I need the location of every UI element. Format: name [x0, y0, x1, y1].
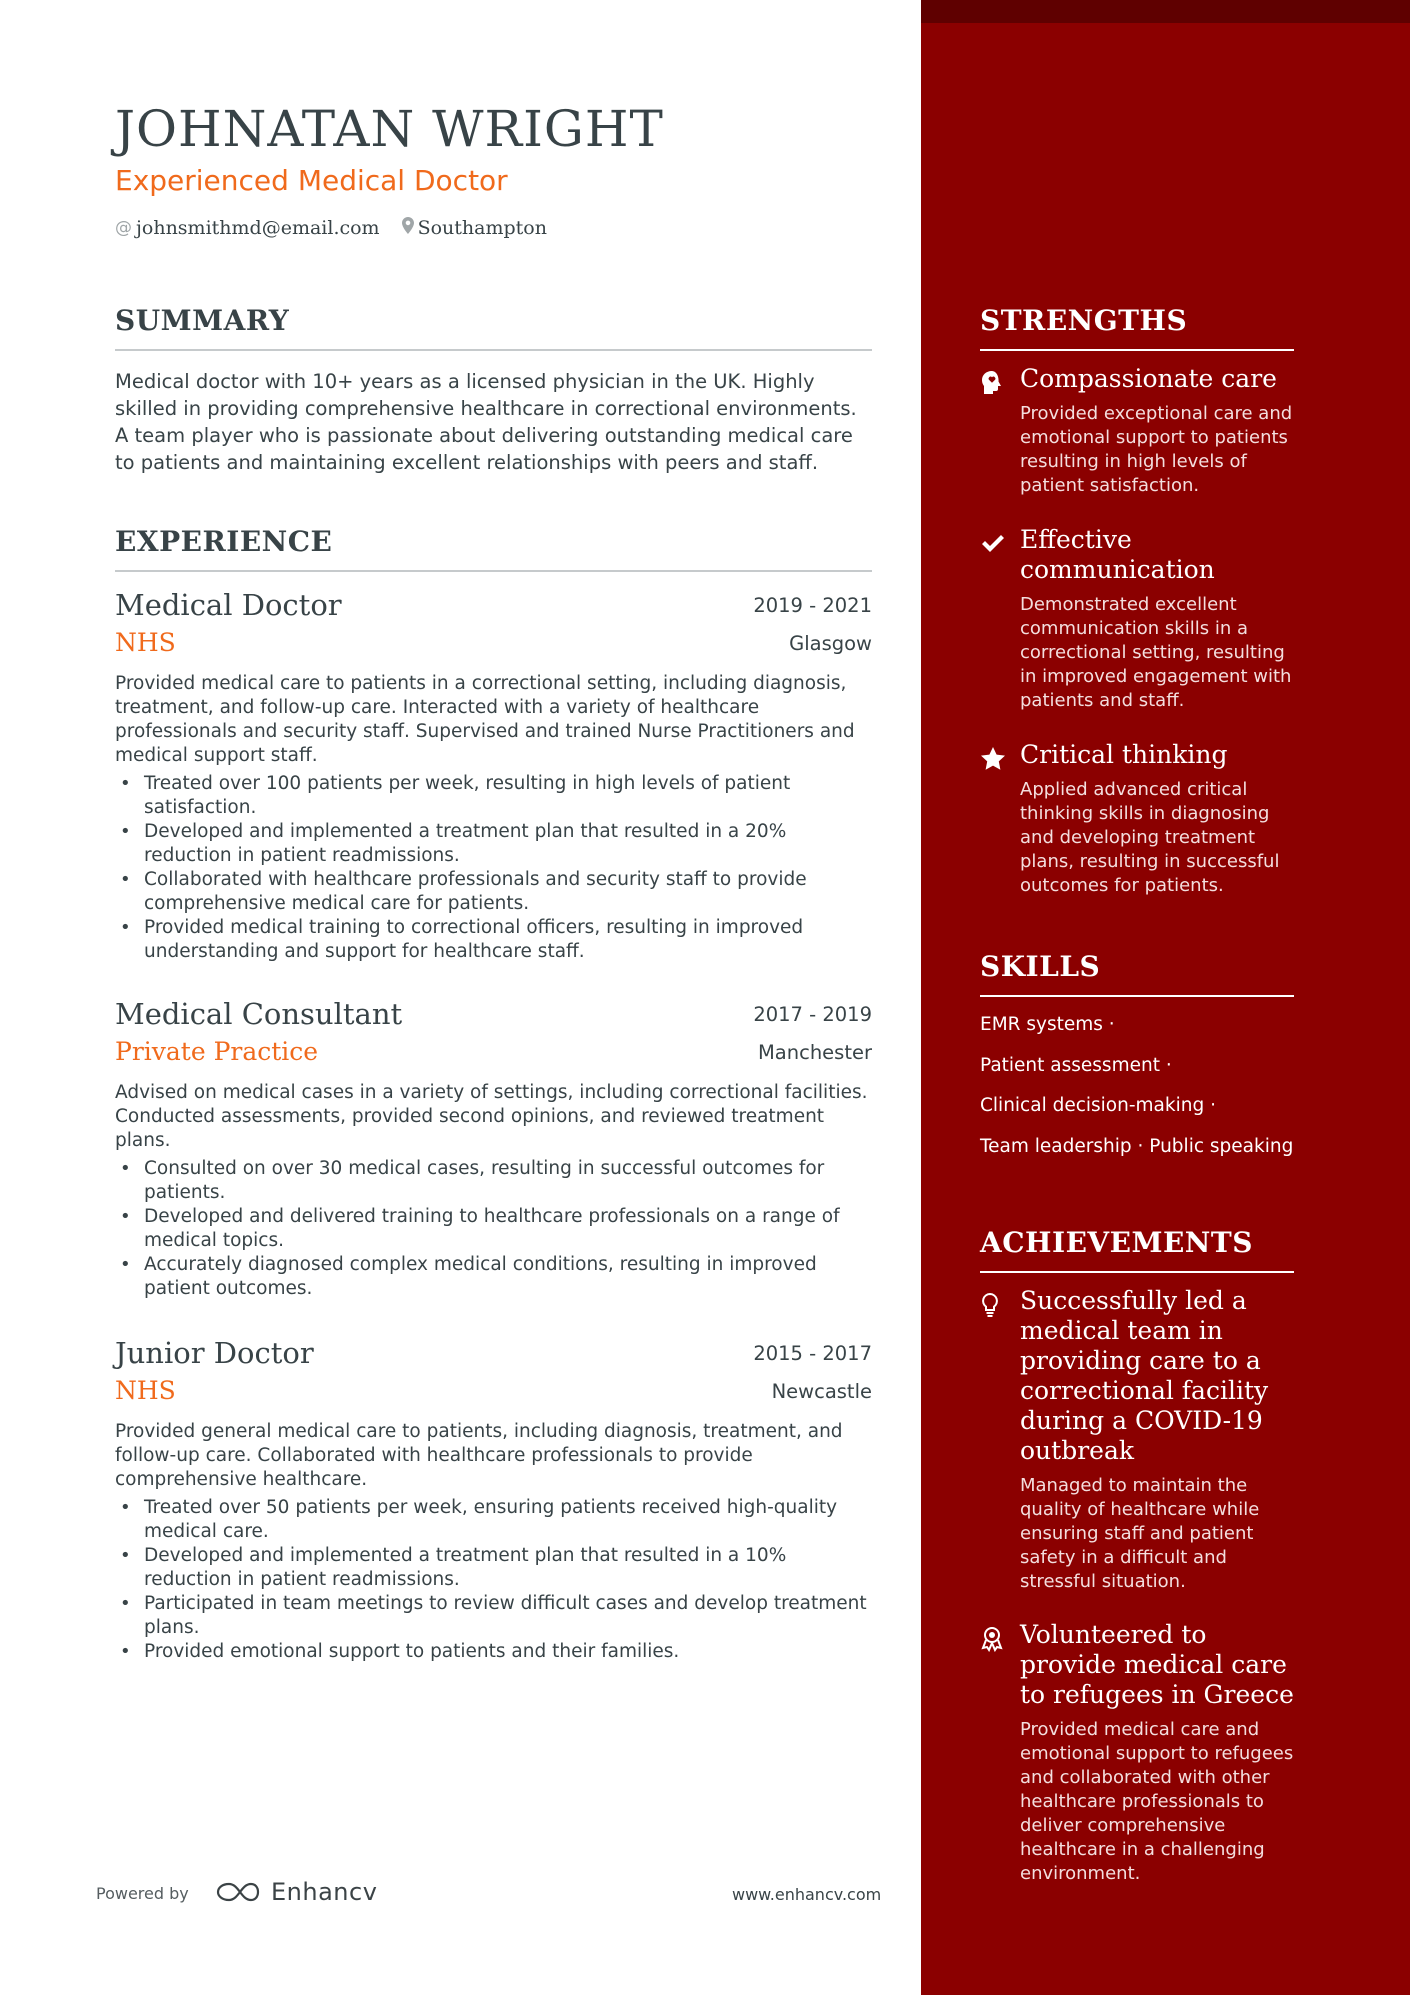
strength-text: Demonstrated excellent communication skills in a correctional setting, resulting in improved engagement with patients and staff. — [1020, 594, 1292, 711]
job-bullet: • Treated over 50 patients per week, ensuring patients received high-quality medical care. — [115, 1496, 872, 1544]
location-text: Southampton — [417, 217, 547, 239]
at-icon: @ — [115, 218, 132, 238]
job-location: Glasgow — [789, 632, 872, 655]
experience-heading: EXPERIENCE — [115, 525, 872, 572]
job-title: Junior Doctor — [115, 1336, 314, 1370]
job-company: NHS — [115, 1376, 176, 1405]
footer-url-link[interactable]: www.enhancv.com — [732, 1885, 882, 1904]
summary-heading: SUMMARY — [115, 304, 872, 351]
job-dates: 2017 - 2019 — [753, 1003, 872, 1026]
job-description: Provided general medical care to patients, including diagnosis, treatment, and follow-up care. Collaborated with healthcare professionals to provide comprehensive healthcare. — [115, 1421, 843, 1490]
job-bullet-list — [115, 772, 872, 964]
enhancv-brand-text: Enhancv — [271, 1878, 378, 1906]
star-icon — [980, 746, 1006, 772]
strength-title: Critical thinking — [1020, 740, 1228, 769]
job-dates: 2015 - 2017 — [753, 1342, 872, 1365]
award-ribbon-icon — [980, 1626, 1006, 1652]
skill-line: Clinical decision-making · — [980, 1095, 1216, 1116]
job-bullet: • Collaborated with healthcare professionals and security staff to provide comprehensive medical care for patients. — [115, 868, 872, 916]
strength-title: Compassionate care — [1020, 364, 1277, 393]
contact-info — [115, 217, 547, 239]
strength-text: Provided exceptional care and emotional support to patients resulting in high levels of patient satisfaction. — [1020, 403, 1293, 496]
email-link[interactable]: johnsmithmd@email.com — [136, 217, 380, 239]
skill-line: Team leadership · Public speaking — [980, 1136, 1294, 1157]
achievements-heading: ACHIEVEMENTS — [980, 1226, 1294, 1273]
job-bullet-list — [115, 1496, 872, 1664]
map-pin-icon — [402, 217, 414, 239]
job-bullet: • Developed and implemented a treatment plan that resulted in a 20% reduction in patient readmissions. — [115, 820, 872, 868]
job-bullet: • Participated in team meetings to review difficult cases and develop treatment plans. — [115, 1592, 872, 1640]
job-bullet: • Developed and delivered training to healthcare professionals on a range of medical topics. — [115, 1205, 872, 1253]
enhancv-logo-icon — [215, 1880, 261, 1904]
candidate-title: Experienced Medical Doctor — [115, 164, 508, 197]
sidebar-top-band — [921, 0, 1410, 23]
strength-title: Effective communication — [1020, 525, 1215, 584]
job-description: Provided medical care to patients in a correctional setting, including diagnosis, treatment, and follow-up care. Interacted with a variety of healthcare professionals and security staff. Supervised and trained Nurse Practitioners and medical support staff. — [115, 673, 855, 766]
strength-text: Applied advanced critical thinking skills in diagnosing and developing treatment plans, resulting in successful outcomes for patients. — [1020, 779, 1280, 896]
strengths-heading: STRENGTHS — [980, 304, 1294, 351]
strength-item — [980, 525, 1300, 713]
job-bullet: • Provided emotional support to patients and their families. — [115, 1640, 872, 1664]
enhancv-logo[interactable] — [215, 1878, 377, 1906]
achievement-title: Volunteered to provide medical care to refugees in Greece — [1020, 1620, 1294, 1709]
job-bullet: • Accurately diagnosed complex medical conditions, resulting in improved patient outcomes. — [115, 1253, 872, 1301]
job-company: Private Practice — [115, 1037, 319, 1066]
experience-entry — [115, 588, 872, 964]
achievement-text: Provided medical care and emotional support to refugees and collaborated with other healthcare professionals to deliver comprehensive healthcare in a challenging environment. — [1020, 1719, 1294, 1884]
head-heart-icon — [980, 370, 1006, 396]
candidate-name: JOHNATAN WRIGHT — [115, 100, 664, 158]
job-description: Advised on medical cases in a variety of settings, including correctional facilities. Conducted assessments, provided second opinions, and reviewed treatment plans. — [115, 1082, 868, 1151]
achievement-title: Successfully led a medical team in providing care to a correctional facility during a COVID-19 outbreak — [1020, 1286, 1269, 1465]
job-title: Medical Doctor — [115, 588, 342, 622]
achievement-text: Managed to maintain the quality of healthcare while ensuring staff and patient safety in a difficult and stressful situation. — [1020, 1475, 1260, 1592]
job-bullet-list — [115, 1157, 872, 1301]
job-bullet: • Treated over 100 patients per week, resulting in high levels of patient satisfaction. — [115, 772, 872, 820]
job-bullet: • Developed and implemented a treatment plan that resulted in a 10% reduction in patient readmissions. — [115, 1544, 872, 1592]
achievement-item — [980, 1286, 1300, 1594]
job-bullet: • Consulted on over 30 medical cases, resulting in successful outcomes for patients. — [115, 1157, 872, 1205]
job-dates: 2019 - 2021 — [753, 594, 872, 617]
strength-item — [980, 740, 1300, 898]
powered-by-label: Powered by — [96, 1884, 189, 1903]
job-bullet: • Provided medical training to correctional officers, resulting in improved understanding and support for healthcare staff. — [115, 916, 872, 964]
strength-item — [980, 364, 1300, 498]
skill-line: EMR systems · — [980, 1014, 1115, 1035]
job-location: Manchester — [757, 1041, 872, 1064]
experience-entry — [115, 997, 872, 1301]
checkmark-icon — [980, 531, 1006, 557]
achievement-item — [980, 1620, 1300, 1886]
lightbulb-icon — [980, 1292, 1006, 1318]
summary-text: Medical doctor with 10+ years as a licensed physician in the UK. Highly skilled in providing comprehensive healthcare in correctional environments. A team player who is passionate about delivering outstanding medical care to patients and maintaining excellent relationships with peers and staff. — [115, 370, 857, 474]
job-location: Newcastle — [771, 1380, 872, 1403]
skills-heading: SKILLS — [980, 950, 1294, 997]
job-title: Medical Consultant — [115, 997, 403, 1031]
experience-entry — [115, 1336, 872, 1664]
skill-line: Patient assessment · — [980, 1055, 1172, 1076]
job-company: NHS — [115, 628, 176, 657]
